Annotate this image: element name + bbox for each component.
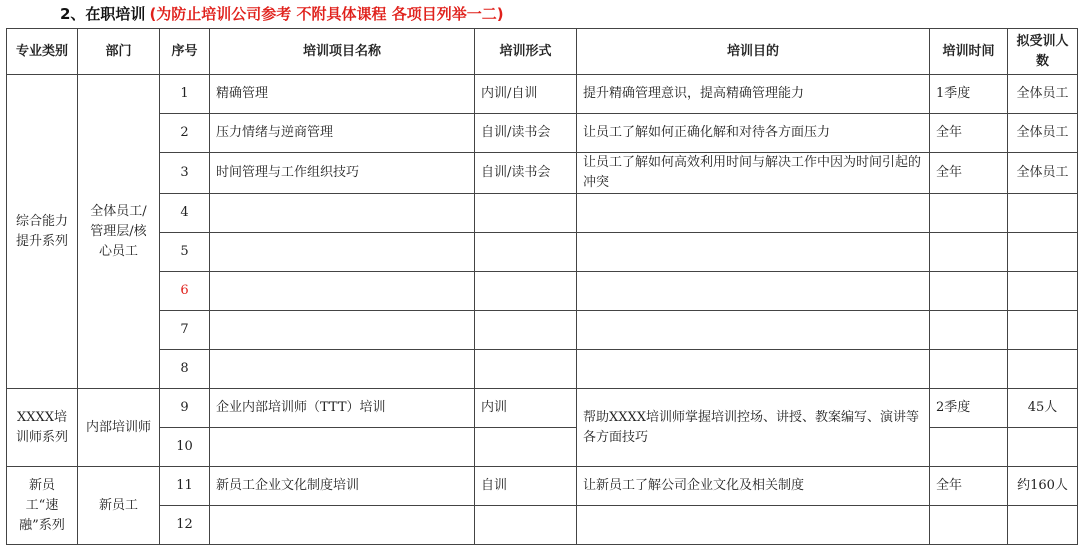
table-row <box>7 75 1078 114</box>
people-cell <box>1008 350 1078 389</box>
name-cell <box>210 233 475 272</box>
time-cell: 全年 <box>930 114 1008 153</box>
purpose-cell: 让员工了解如何高效利用时间与解决工作中因为时间引起的冲突 <box>577 153 930 194</box>
form-cell <box>475 272 577 311</box>
time-cell <box>930 506 1008 545</box>
table-row <box>7 506 1078 545</box>
header-dept: 部门 <box>78 29 160 75</box>
time-cell: 2季度 <box>930 389 1008 428</box>
people-cell <box>1008 272 1078 311</box>
time-cell <box>930 428 1008 467</box>
no-cell: 4 <box>160 194 210 233</box>
form-cell: 内训 <box>475 389 577 428</box>
header-category: 专业类别 <box>7 29 78 75</box>
time-cell <box>930 311 1008 350</box>
name-cell: 时间管理与工作组织技巧 <box>210 153 475 194</box>
form-cell <box>475 311 577 350</box>
section-title <box>60 3 504 25</box>
section-title-main: 2、在职培训 <box>60 5 146 23</box>
no-cell: 12 <box>160 506 210 545</box>
form-cell: 自训 <box>475 467 577 506</box>
table-row <box>7 194 1078 233</box>
no-cell: 7 <box>160 311 210 350</box>
category-cell: 新员工“速融”系列 <box>7 467 78 545</box>
time-cell <box>930 272 1008 311</box>
purpose-cell: 帮助XXXX培训师掌握培训控场、讲授、教案编写、演讲等各方面技巧 <box>577 389 930 467</box>
form-cell <box>475 506 577 545</box>
name-cell: 企业内部培训师（TTT）培训 <box>210 389 475 428</box>
name-cell <box>210 194 475 233</box>
no-cell: 8 <box>160 350 210 389</box>
form-cell <box>475 428 577 467</box>
time-cell: 全年 <box>930 467 1008 506</box>
purpose-cell <box>577 311 930 350</box>
time-cell: 1季度 <box>930 75 1008 114</box>
table-row <box>7 350 1078 389</box>
no-cell: 11 <box>160 467 210 506</box>
people-cell <box>1008 311 1078 350</box>
no-cell: 6 <box>160 272 210 311</box>
purpose-cell <box>577 272 930 311</box>
people-cell: 45人 <box>1008 389 1078 428</box>
table-row <box>7 153 1078 194</box>
name-cell <box>210 311 475 350</box>
category-cell: XXXX培训师系列 <box>7 389 78 467</box>
table-row <box>7 114 1078 153</box>
time-cell: 全年 <box>930 153 1008 194</box>
name-cell <box>210 506 475 545</box>
time-cell <box>930 194 1008 233</box>
name-cell: 压力情绪与逆商管理 <box>210 114 475 153</box>
form-cell <box>475 194 577 233</box>
people-cell <box>1008 428 1078 467</box>
people-cell <box>1008 194 1078 233</box>
training-table <box>6 28 1078 545</box>
dept-cell: 新员工 <box>78 467 160 545</box>
table-row <box>7 389 1078 428</box>
no-cell: 9 <box>160 389 210 428</box>
header-time: 培训时间 <box>930 29 1008 75</box>
purpose-cell <box>577 233 930 272</box>
name-cell <box>210 428 475 467</box>
header-no: 序号 <box>160 29 210 75</box>
no-cell: 10 <box>160 428 210 467</box>
people-cell: 全体员工 <box>1008 75 1078 114</box>
header-purpose: 培训目的 <box>577 29 930 75</box>
table-row <box>7 467 1078 506</box>
people-cell: 约160人 <box>1008 467 1078 506</box>
header-people: 拟受训人数 <box>1008 29 1078 75</box>
form-cell: 自训/读书会 <box>475 114 577 153</box>
category-cell: 综合能力提升系列 <box>7 75 78 389</box>
dept-cell: 全体员工/管理层/核心员工 <box>78 75 160 389</box>
dept-cell: 内部培训师 <box>78 389 160 467</box>
people-cell: 全体员工 <box>1008 114 1078 153</box>
form-cell <box>475 233 577 272</box>
name-cell <box>210 350 475 389</box>
no-cell: 5 <box>160 233 210 272</box>
purpose-cell: 让新员工了解公司企业文化及相关制度 <box>577 467 930 506</box>
purpose-cell <box>577 350 930 389</box>
no-cell: 2 <box>160 114 210 153</box>
people-cell <box>1008 506 1078 545</box>
name-cell: 新员工企业文化制度培训 <box>210 467 475 506</box>
form-cell <box>475 350 577 389</box>
header-name: 培训项目名称 <box>210 29 475 75</box>
table-row <box>7 272 1078 311</box>
header-row <box>7 29 1078 75</box>
purpose-cell <box>577 506 930 545</box>
form-cell: 内训/自训 <box>475 75 577 114</box>
table-row <box>7 311 1078 350</box>
no-cell: 3 <box>160 153 210 194</box>
no-cell: 1 <box>160 75 210 114</box>
purpose-cell: 让员工了解如何正确化解和对待各方面压力 <box>577 114 930 153</box>
table-row <box>7 233 1078 272</box>
people-cell: 全体员工 <box>1008 153 1078 194</box>
time-cell <box>930 233 1008 272</box>
name-cell: 精确管理 <box>210 75 475 114</box>
people-cell <box>1008 233 1078 272</box>
purpose-cell <box>577 194 930 233</box>
form-cell: 自训/读书会 <box>475 153 577 194</box>
header-form: 培训形式 <box>475 29 577 75</box>
purpose-cell: 提升精确管理意识，提高精确管理能力 <box>577 75 930 114</box>
name-cell <box>210 272 475 311</box>
section-title-note: (为防止培训公司参考 不附具体课程 各项目列举一二) <box>149 5 504 23</box>
time-cell <box>930 350 1008 389</box>
